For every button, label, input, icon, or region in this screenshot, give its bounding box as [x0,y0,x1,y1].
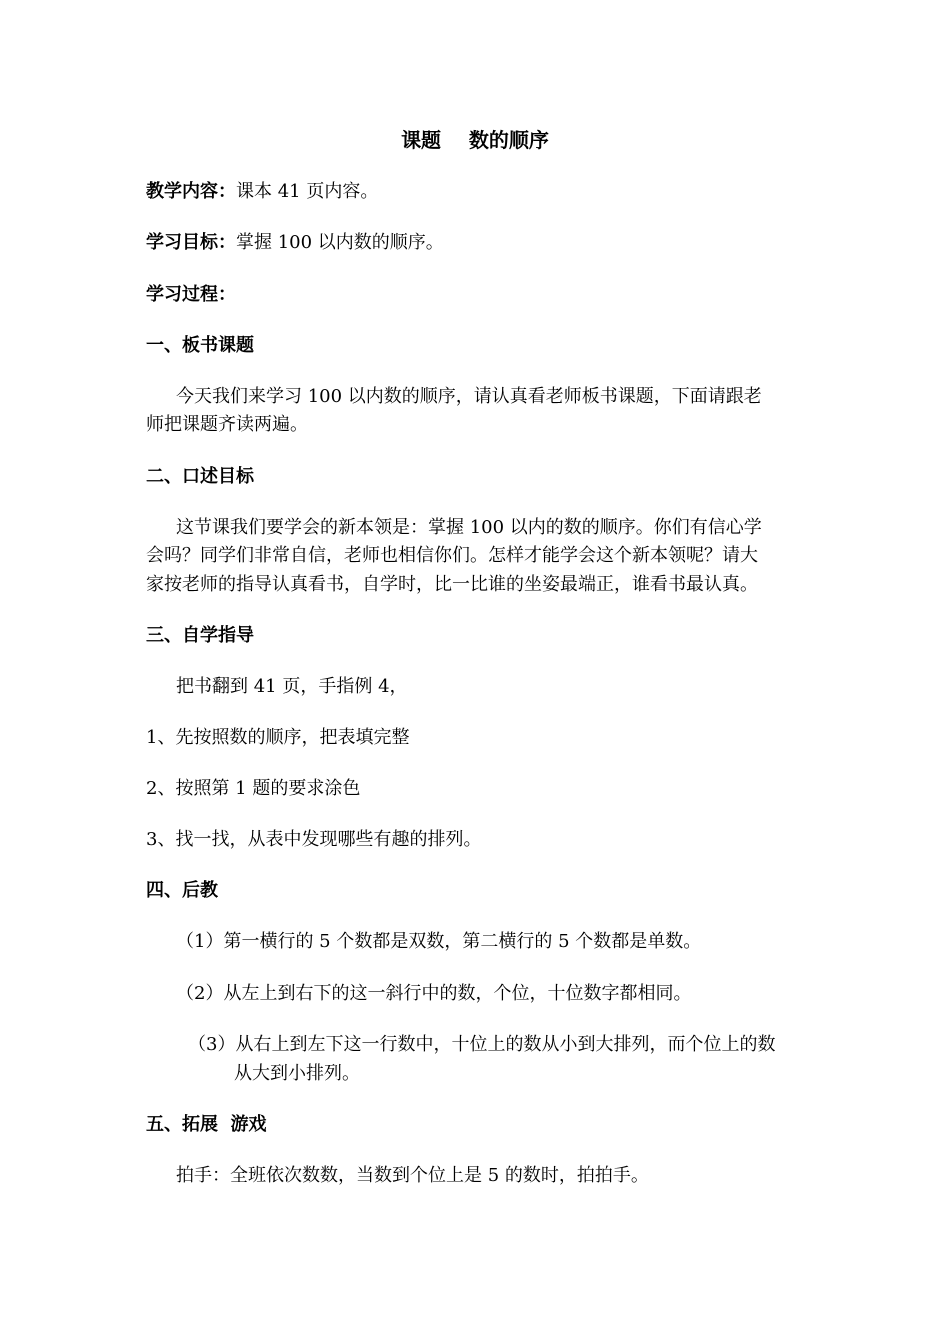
section-2-heading: 二、口述目标 [146,466,254,487]
section-2-paragraph-line-2: 会吗？同学们非常自信，老师也相信你们。怎样才能学会这个新本领呢？请大 [146,545,758,566]
content-text: 课本 41 页内容。 [236,181,379,202]
section-3-item-3: 3、找一找，从表中发现哪些有趣的排列。 [146,829,482,850]
section-1-paragraph-line-1: 今天我们来学习 100 以内数的顺序，请认真看老师板书课题，下面请跟老 [176,386,762,407]
section-4-item-1: （1）第一横行的 5 个数都是双数，第二横行的 5 个数都是单数。 [176,931,702,952]
section-5-heading: 五、拓展 游戏 [146,1114,267,1135]
section-1-paragraph-line-2: 师把课题齐读两遍。 [146,414,308,435]
page-title: 课题 数的顺序 [401,128,549,152]
section-3-item-2: 2、按照第 1 题的要求涂色 [146,778,361,799]
goal-line [146,228,444,258]
section-4-item-2: （2）从左上到右下的这一斜行中的数，个位，十位数字都相同。 [176,983,692,1004]
section-3-heading: 三、自学指导 [146,625,254,646]
section-5-text: 拍手：全班依次数数，当数到个位上是 5 的数时，拍拍手。 [176,1165,649,1186]
section-4-heading: 四、后教 [146,880,218,901]
section-4-item-3-line-1: （3）从右上到左下这一行数中，十位上的数从小到大排列，而个位上的数 [188,1034,776,1055]
section-3-intro: 把书翻到 41 页，手指例 4， [176,676,408,697]
section-3-item-1: 1、先按照数的顺序，把表填完整 [146,727,410,748]
section-2-paragraph-line-1: 这节课我们要学会的新本领是：掌握 100 以内的数的顺序。你们有信心学 [176,517,762,538]
section-2-paragraph-line-3: 家按老师的指导认真看书，自学时，比一比谁的坐姿最端正，谁看书最认真。 [146,574,758,595]
goal-text: 掌握 100 以内数的顺序。 [236,232,444,253]
goal-label: 学习目标： [146,232,236,253]
section-1-heading: 一、板书课题 [146,335,254,356]
content-line [146,177,378,207]
section-4-item-3-line-2: 从大到小排列。 [234,1063,360,1084]
process-label: 学习过程： [146,284,236,305]
content-label: 教学内容： [146,181,236,202]
